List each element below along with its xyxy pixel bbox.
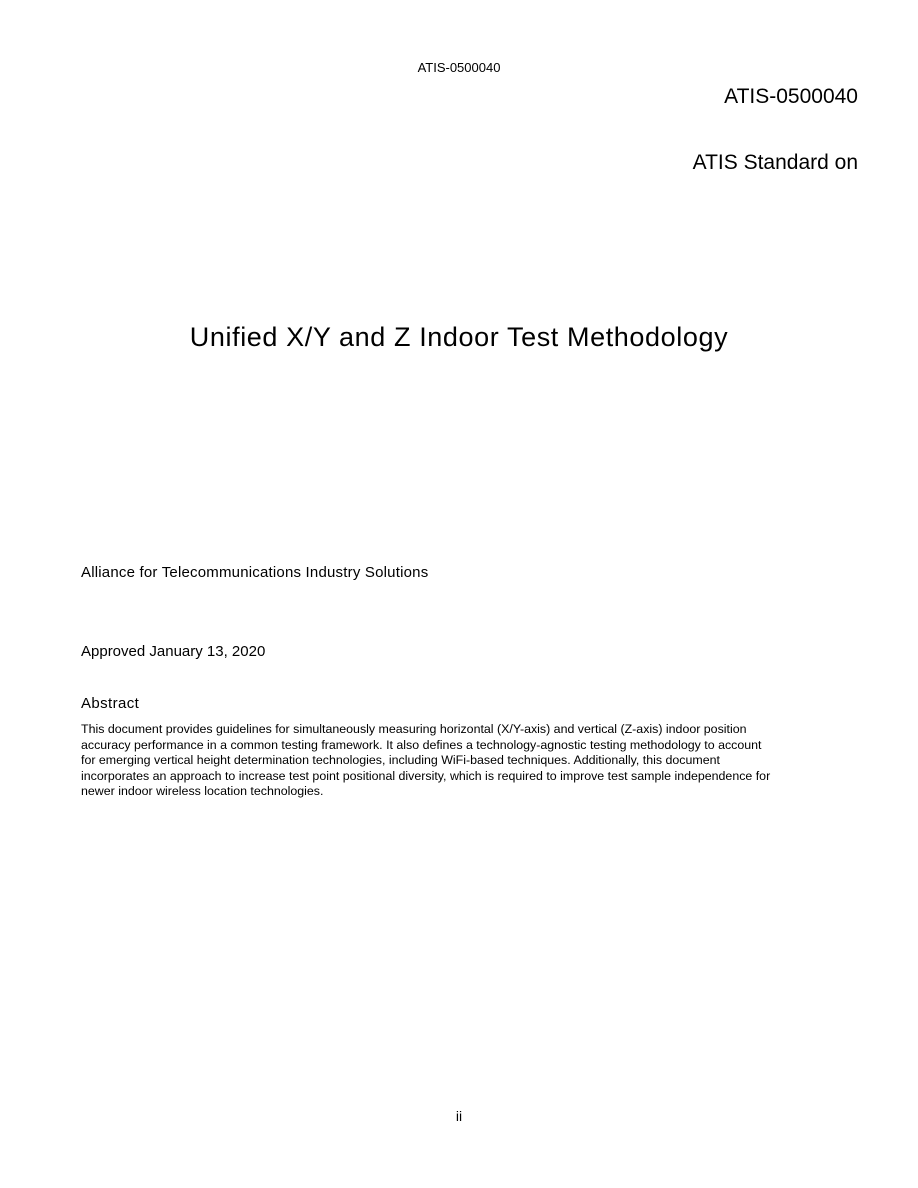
abstract-line: for emerging vertical height determination technologies, including WiFi-based techniques. Additionally, this document bbox=[81, 753, 720, 767]
abstract-line: This document provides guidelines for simultaneously measuring horizontal (X/Y-axis) and vertical (Z-axis) indoor position bbox=[81, 722, 747, 736]
organization-name: Alliance for Telecommunications Industry Solutions bbox=[81, 564, 429, 581]
abstract-body bbox=[81, 722, 841, 800]
abstract-line: newer indoor wireless location technologies. bbox=[81, 784, 324, 798]
document-type: ATIS Standard on bbox=[692, 151, 858, 174]
page-number: ii bbox=[455, 1108, 463, 1124]
document-title: Unified X/Y and Z Indoor Test Methodology bbox=[189, 322, 729, 352]
abstract-line: accuracy performance in a common testing framework. It also defines a technology-agnostic testing methodology to account bbox=[81, 737, 762, 752]
running-header: ATIS-0500040 bbox=[417, 60, 501, 75]
abstract-line: incorporates an approach to increase test point positional diversity, which is required to improve test sample independence for bbox=[81, 768, 771, 783]
approval-date: Approved January 13, 2020 bbox=[81, 643, 266, 660]
document-number: ATIS-0500040 bbox=[724, 85, 858, 108]
abstract-heading: Abstract bbox=[81, 695, 140, 712]
